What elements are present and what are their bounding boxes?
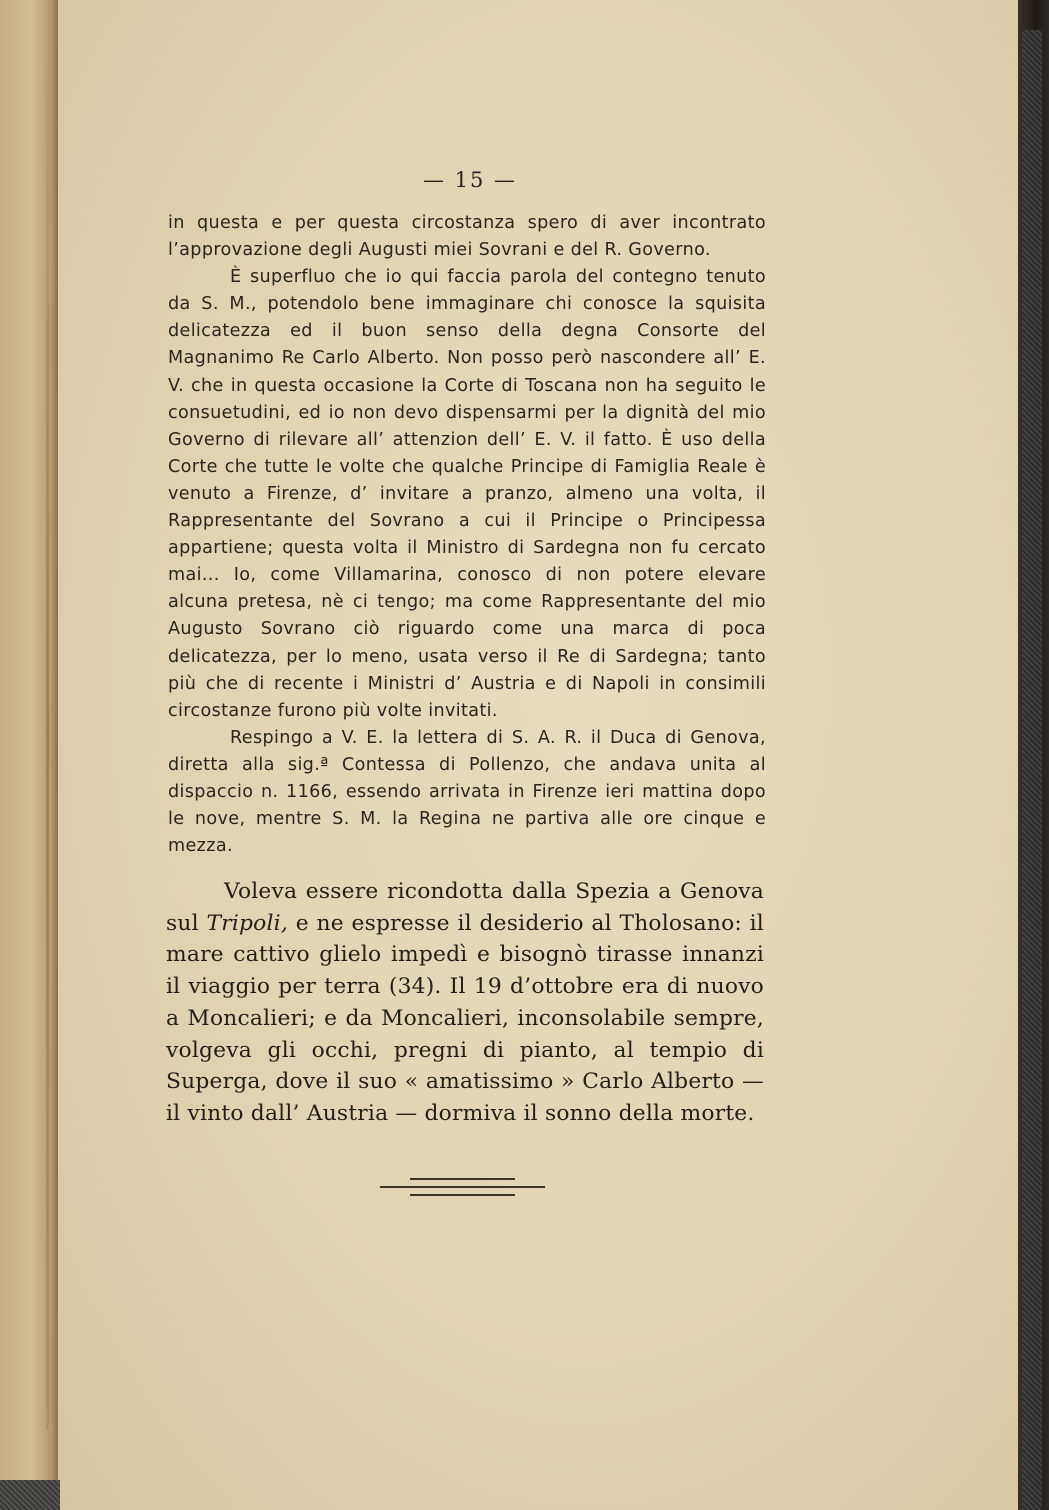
narrative-text	[166, 876, 764, 1130]
cloth-binding-bottom	[0, 1480, 60, 1510]
page-number: — 15 —	[422, 168, 518, 192]
ship-name: Tripoli,	[206, 910, 288, 936]
binding-fold	[46, 30, 49, 1430]
quoted-letter	[168, 210, 766, 860]
narrative-text-rest: e ne espresse il desiderio al Tholosano: il mare cattivo glielo impedì e bisognò tirasse innanzi il viaggio per terra (34). Il 19 d’ottobre era di nuovo a Moncalieri; e da Moncalieri, inconsolabile sempre, volgeva gli occhi, pregni di pianto, al tempio di Superga, dove il suo « amatissimo » Carlo Alberto — il vinto dall’ Austria — dormiva il sonno della morte.	[166, 910, 764, 1126]
ornament-rule	[410, 1194, 515, 1196]
narrative-paragraph	[166, 876, 764, 1130]
letter-paragraph: Respingo a V. E. la lettera di S. A. R. il Duca di Genova, diretta alla sig.ª Contessa di Pollenzo, che andava unita al dispaccio n. 1166, essendo arrivata in Firenze ieri mattina dopo le nove, mentre S. M. la Regina ne partiva alle ore cinque e mezza.	[168, 727, 766, 857]
letter-paragraph: È superfluo che io qui faccia parola del contegno tenuto da S. M., potendolo bene immaginare chi conosce la squisita delicatezza ed il buon senso della degna Consorte del Magnanimo Re Carlo Alberto. Non posso però nascondere all’ E. V. che in questa occasione la Corte di Toscana non ha seguito le consuetudini, ed io non devo dispensarmi per la dignità del mio Governo di rilevare all’ attenzion dell’ E. V. il fatto. È uso della Corte che tutte le volte che qualche Principe di Famiglia Reale è venuto a Firenze, d’ invitare a pranzo, almeno una volta, il Rappresentante del Sovrano a cui il Principe o Principessa appartiene; questa volta il Ministro di Sardegna non fu cercato mai... Io, come Villamarina, conosco di non potere elevare alcuna pretesa, nè ci tengo; ma come Rappresentante del mio Augusto Sovrano ciò riguardo come una marca di poca delicatezza, per lo meno, usata verso il Re di Sardegna; tanto più che di recente i Ministri d’ Austria e di Napoli in consimili circostanze furono più volte invitati.	[168, 267, 766, 721]
ornament-rule	[410, 1178, 515, 1180]
section-end-ornament	[380, 1176, 545, 1200]
narrative-text-start: Voleva essere ricondotta dalla Spezia a Genova sul	[166, 879, 764, 936]
left-page-edge	[0, 0, 58, 1510]
letter-paragraph: in questa e per questa circostanza spero di aver incontrato l’approvazione degli Augusti miei Sovrani e del R. Governo.	[168, 213, 766, 261]
cloth-binding	[1022, 30, 1042, 1510]
ornament-rule	[380, 1186, 545, 1188]
